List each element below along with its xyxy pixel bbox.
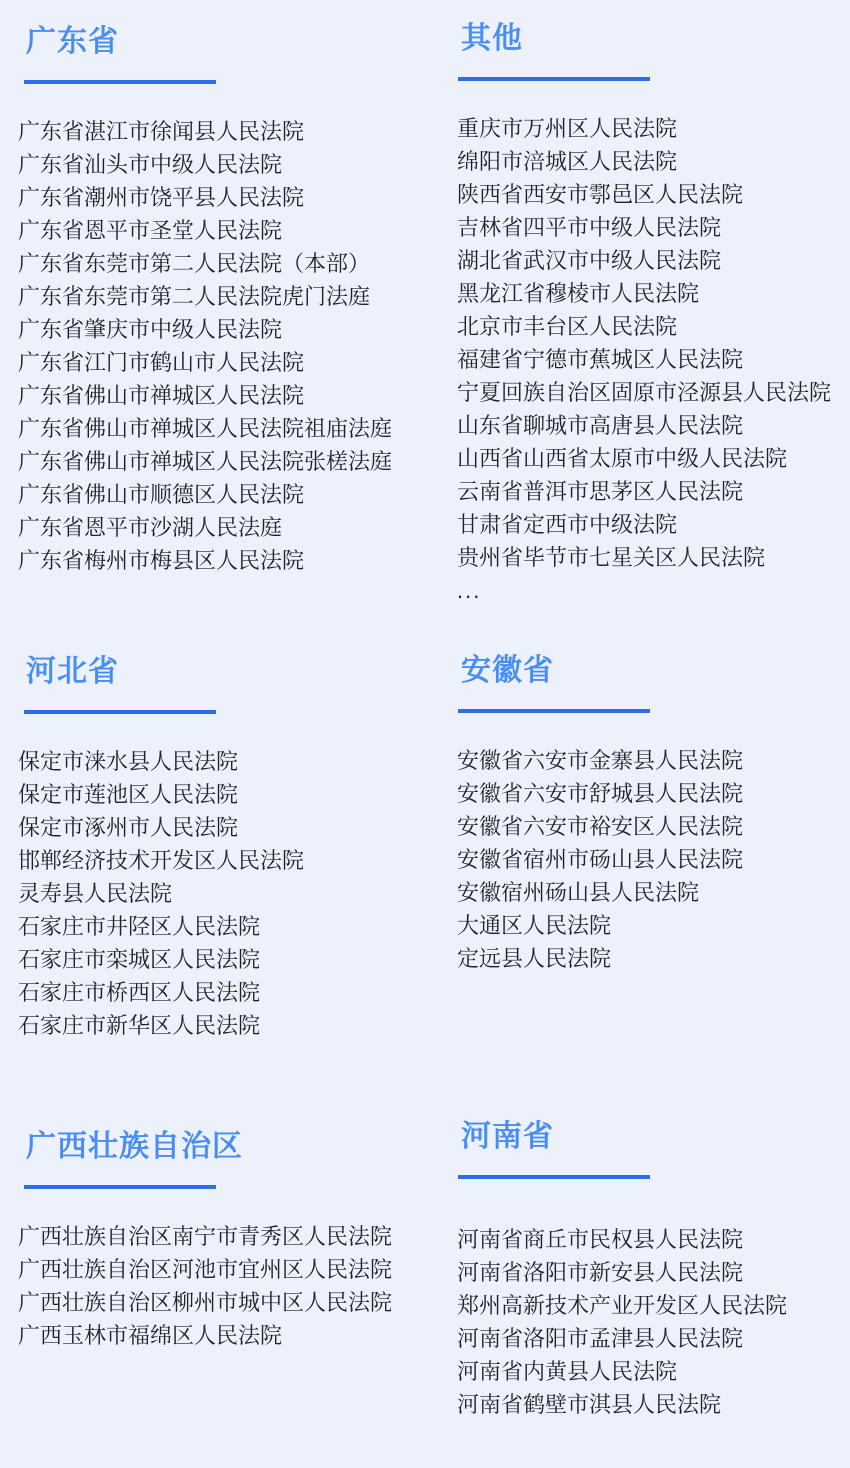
section-title: 河南省 (461, 1120, 554, 1153)
section-underline (458, 709, 650, 713)
court-list-item: 广东省恩平市沙湖人民法庭 (18, 515, 283, 540)
court-list-item: 广东省江门市鹤山市人民法院 (18, 350, 305, 375)
court-list-item: 安徽省宿州市砀山县人民法院 (457, 847, 744, 872)
court-list-item: 广东省东莞市第二人民法院（本部） (18, 251, 371, 276)
court-list (18, 115, 420, 577)
section-underline (458, 77, 650, 81)
province-section-hebei (18, 655, 420, 1042)
section-title: 广西壮族自治区 (26, 1130, 243, 1163)
court-list-item: 河南省内黄县人民法院 (457, 1359, 678, 1384)
court-list-item: 石家庄市桥西区人民法院 (18, 980, 261, 1005)
court-list-item: 安徽宿州砀山县人民法院 (457, 880, 700, 905)
ellipsis-item: ... (457, 578, 482, 603)
court-list-item: 山东省聊城市高唐县人民法院 (457, 413, 744, 438)
court-list (457, 1223, 850, 1421)
court-list-item: 绵阳市涪城区人民法院 (457, 149, 678, 174)
court-list-item: 石家庄市新华区人民法院 (18, 1013, 261, 1038)
court-list-item: 贵州省毕节市七星关区人民法院 (457, 545, 766, 570)
court-list (457, 744, 850, 975)
court-list-item: 广东省湛江市徐闻县人民法院 (18, 119, 305, 144)
province-section-anhui (457, 654, 850, 975)
court-list-item: 吉林省四平市中级人民法院 (457, 215, 722, 240)
court-list-item: 云南省普洱市思茅区人民法院 (457, 479, 744, 504)
court-list-item: 广西壮族自治区河池市宜州区人民法院 (18, 1257, 393, 1282)
province-section-henan (457, 1120, 850, 1421)
court-list-item: 甘肃省定西市中级法院 (457, 512, 678, 537)
section-title: 广东省 (26, 25, 119, 58)
court-list-item: 河南省洛阳市新安县人民法院 (457, 1260, 744, 1285)
court-list-item: 石家庄市栾城区人民法院 (18, 947, 261, 972)
court-list-item: 邯郸经济技术开发区人民法院 (18, 848, 305, 873)
court-list-item: 灵寿县人民法院 (18, 881, 173, 906)
court-list-item: 广东省佛山市禅城区人民法院 (18, 383, 305, 408)
court-list-item: 广东省东莞市第二人民法院虎门法庭 (18, 284, 371, 309)
court-list-item: 定远县人民法院 (457, 946, 612, 971)
court-list-item: 安徽省六安市金寨县人民法院 (457, 748, 744, 773)
court-list-item: 湖北省武汉市中级人民法院 (457, 248, 722, 273)
court-list-item: 安徽省六安市舒城县人民法院 (457, 781, 744, 806)
court-list-item: 广东省佛山市禅城区人民法院张槎法庭 (18, 449, 393, 474)
court-list-item: 河南省商丘市民权县人民法院 (457, 1227, 744, 1252)
court-list-item: 保定市涿州市人民法院 (18, 815, 239, 840)
section-underline (24, 80, 216, 84)
section-underline (24, 1185, 216, 1189)
court-list-item: 河南省鹤壁市淇县人民法院 (457, 1392, 722, 1417)
court-list-item: 广东省佛山市顺德区人民法院 (18, 482, 305, 507)
court-list-item: 重庆市万州区人民法院 (457, 116, 678, 141)
court-list-item: 广西玉林市福绵区人民法院 (18, 1323, 283, 1348)
section-underline (458, 1175, 650, 1179)
court-list-item: 福建省宁德市蕉城区人民法院 (457, 347, 744, 372)
court-list-item: 广东省潮州市饶平县人民法院 (18, 185, 305, 210)
court-list (18, 1220, 420, 1352)
court-list-item: 保定市涞水县人民法院 (18, 749, 239, 774)
court-list-item: 广东省梅州市梅县区人民法院 (18, 548, 305, 573)
court-list-item: 黑龙江省穆棱市人民法院 (457, 281, 700, 306)
court-list-item: 广东省汕头市中级人民法院 (18, 152, 283, 177)
court-list-item: 大通区人民法院 (457, 913, 612, 938)
province-section-other (457, 22, 850, 607)
court-list-item: 广东省恩平市圣堂人民法院 (18, 218, 283, 243)
court-list-item: 广东省肇庆市中级人民法院 (18, 317, 283, 342)
province-section-guangdong (18, 25, 420, 577)
court-list-item: 河南省洛阳市孟津县人民法院 (457, 1326, 744, 1351)
court-list (18, 745, 420, 1042)
section-title: 安徽省 (461, 654, 554, 687)
court-list (457, 112, 850, 607)
court-list-item: 北京市丰台区人民法院 (457, 314, 678, 339)
court-list-item: 郑州高新技术产业开发区人民法院 (457, 1293, 788, 1318)
province-section-guangxi (18, 1130, 420, 1352)
court-list-item: 山西省山西省太原市中级人民法院 (457, 446, 788, 471)
court-list-item: 广东省佛山市禅城区人民法院祖庙法庭 (18, 416, 393, 441)
section-underline (24, 710, 216, 714)
section-title: 河北省 (26, 655, 119, 688)
court-list-item: 陕西省西安市鄠邑区人民法院 (457, 182, 744, 207)
section-title: 其他 (461, 22, 523, 55)
court-list-item: 安徽省六安市裕安区人民法院 (457, 814, 744, 839)
court-list-item: 广西壮族自治区柳州市城中区人民法院 (18, 1290, 393, 1315)
court-list-item: 宁夏回族自治区固原市泾源县人民法院 (457, 380, 832, 405)
court-list-item: 广西壮族自治区南宁市青秀区人民法院 (18, 1224, 393, 1249)
court-list-item: 保定市莲池区人民法院 (18, 782, 239, 807)
court-list-item: 石家庄市井陉区人民法院 (18, 914, 261, 939)
